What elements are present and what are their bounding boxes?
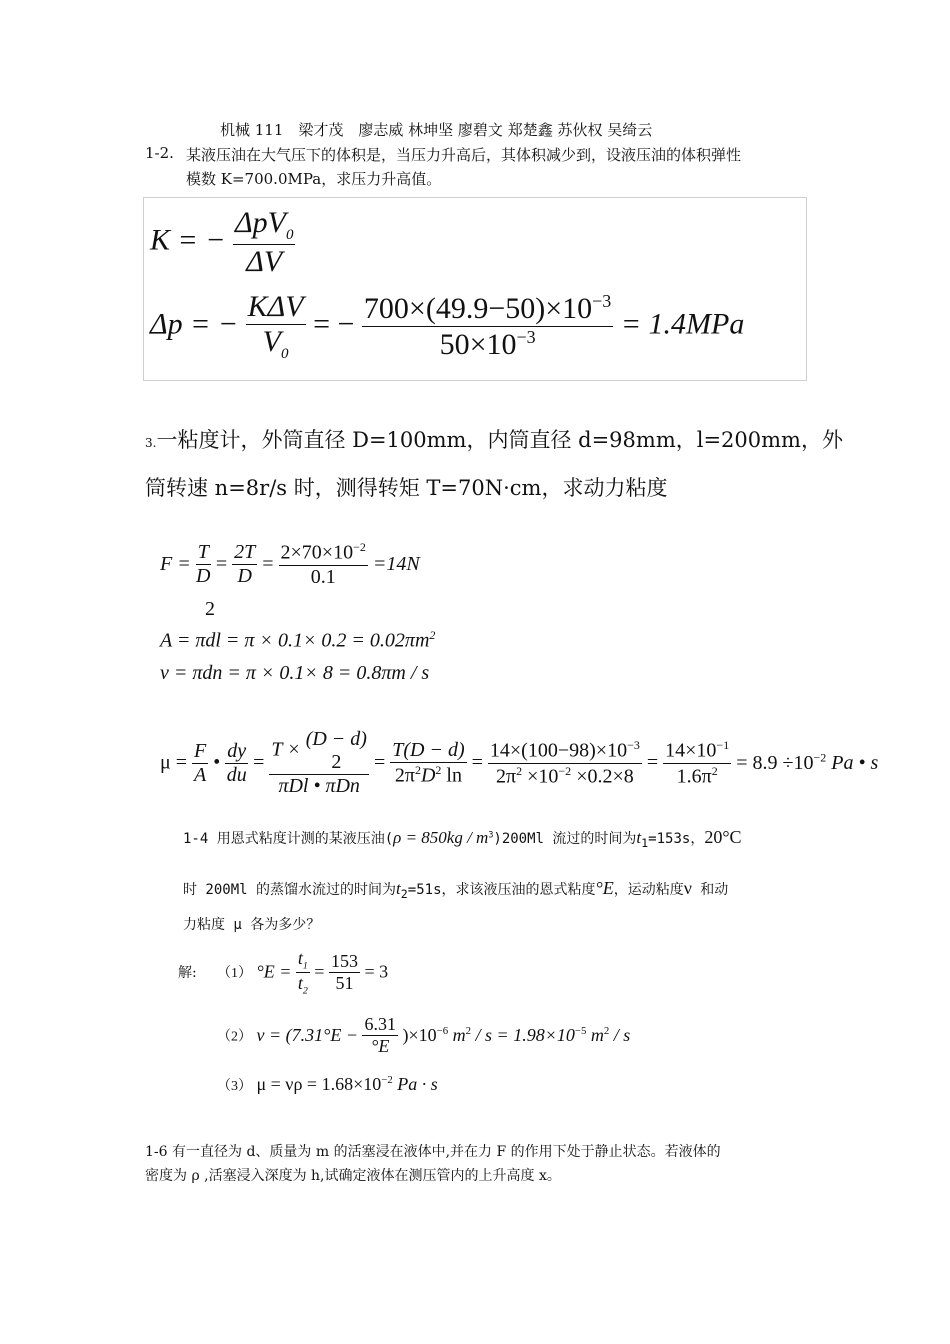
- problem-1-2-line2: 模数 K=700.0MPa，求压力升高值。: [186, 170, 442, 188]
- equation-v: v = πdn = π × 0.1× 8 = 0.8πm / s: [160, 662, 430, 684]
- equation-delta-p: Δp = − $\frac{\text{KΔV}}{V_0}$ = − $\frac{700\times(49.9-50)\times 10^{-3}}{50\times 10^{-3}}$ = 1.4MPa: [150, 290, 745, 362]
- equation-k: K = − $\frac{\Delta pV_0}{\Delta V}$: [150, 206, 294, 278]
- problem-1-6-line1: 1-6 有一直径为 d、质量为 m 的活塞浸在液体中,并在力 F 的作用下处于静止状态。若液体的: [145, 1144, 721, 1160]
- problem-1-4-line1: 1-4 用恩式粘度计测的某液压油$(\rho = 850kg / m^3)200Ml$ 流过的时间为$t_1=153s$，20°C: [183, 827, 742, 850]
- solution-label: 解:: [178, 965, 197, 981]
- problem-1-4-line3: 力粘度 μ 各为多少？: [183, 917, 321, 933]
- problem-1-4-line2: 时 200Ml 的蒸馏水流过的时间为$t_2=51s$，求该液压油的恩式粘度°E，运动粘度ν 和动: [183, 878, 729, 901]
- problem-1-2-line1: 某液压油在大气压下的体积是，当压力升高后，其体积减少到，设液压油的体积弹性: [186, 146, 742, 164]
- solution-step-1: （1） °E = $\frac{t_1}{t_2}$ = $\frac{153}{51}$ = 3: [217, 948, 389, 997]
- equation-f-denominator-2: 2: [205, 598, 215, 620]
- author-line: 机械 111 梁才茂 廖志威 林坤坚 廖碧文 郑楚鑫 苏伙权 吴绮云: [220, 121, 653, 139]
- problem-1-6-line2: 密度为 ρ ,活塞浸入深度为 h,试确定液体在测压管内的上升高度 x。: [145, 1168, 561, 1184]
- solution-step-3: （3） $\mu = \nu\rho = 1.68\times 10^{-2}$ Pa · s: [217, 1074, 438, 1094]
- problem-1-2-label: 1-2.: [145, 144, 174, 162]
- solution-step-2: （2） ν = (7.31°E − $\frac{6.31}{^\circ E}$ )$\times 10^{-6}$ $m^2 / s = 1.98\times 10^{-5}$ $m^2$ / s: [217, 1014, 631, 1056]
- problem-3-line2: 筒转速 n=8r/s 时，测得转矩 T=70N·cm，求动力粘度: [145, 476, 668, 500]
- equation-f: F = $\frac{T}{D}$ = $\frac{2T}{D}$ = $\frac{2\times 70\times 10^{-2}}{0.1}$ =14N: [160, 540, 420, 588]
- problem-3-line1: 3.一粘度计，外筒直径 D=100mm，内筒直径 d=98mm，l=200mm，外: [145, 428, 843, 452]
- equation-a: $A = \pi dl = \pi \times 0.1\times 0.2 = 0.02\pi m^2$: [160, 628, 436, 652]
- equation-mu: μ = $\frac{F}{A}$ • $\frac{dy}{du}$ = T × (D − d) 2 πDl • πDn = $\frac{T(D - d)}{2\pi^2D^2 \ln}$ = $\frac{14\times(100-98)\times 10^{-3}}{2\pi^2 \times 10^{-2} \times 0.2\times 8}$ = $\frac{14\times 10^{-1}}{1.6\pi^2}$ = $8.9 \div 10^{-2}$ Pa • s: [160, 728, 879, 797]
- equation-image-box: [143, 197, 807, 381]
